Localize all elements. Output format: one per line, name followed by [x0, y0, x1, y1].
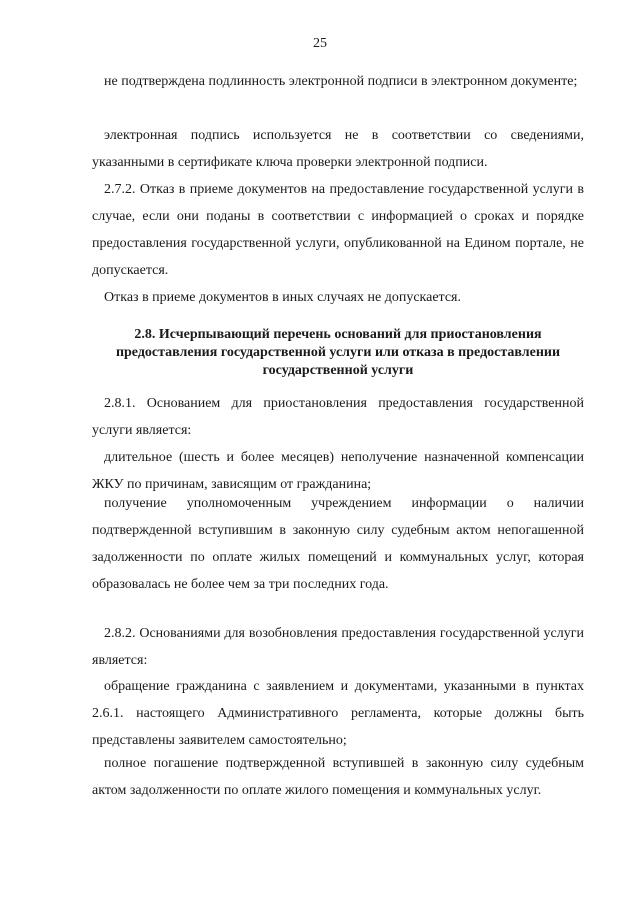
- paragraph-signature-mismatch: электронная подпись используется не в соответствии со сведениями, указанными в сертификате ключа проверки электронной подписи.: [92, 128, 584, 170]
- heading-line-2: предоставления государственной услуги или отказа в предоставлении: [115, 345, 561, 360]
- page-number: 25: [313, 36, 327, 51]
- section-heading-2-8: [92, 326, 584, 380]
- paragraph-citizen-application: обращение гражданина с заявлением и документами, указанными в пунктах 2.6.1. настоящего Административного регламента, которые должны быть представлены заявителем самостоятельно;: [92, 679, 584, 748]
- paragraph-refusal-other-cases: Отказ в приеме документов в иных случаях не допускается.: [104, 290, 461, 305]
- paragraph-2-8-1: 2.8.1. Основанием для приостановления предоставления государственной услуги является:: [92, 396, 584, 438]
- paragraph-2-8-2: 2.8.2. Основаниями для возобновления предоставления государственной услуги является:: [92, 626, 584, 668]
- paragraph-debt-information: получение уполномоченным учреждением информации о наличии подтвержденной вступившим в законную силу судебным актом непогашенной задолженности по оплате жилых помещений и коммунальных услуг, которая образовалась не более чем за три последних года.: [92, 496, 584, 592]
- paragraph-long-nonreceipt: длительное (шесть и более месяцев) неполучение назначенной компенсации ЖКУ по причинам, зависящим от гражданина;: [92, 450, 584, 492]
- heading-line-1: 2.8. Исчерпывающий перечень оснований для приостановления: [134, 327, 542, 342]
- paragraph-full-repayment: полное погашение подтвержденной вступившей в законную силу судебным актом задолженности по оплате жилого помещения и коммунальных услуг.: [92, 756, 584, 798]
- paragraph-signature-not-confirmed: не подтверждена подлинность электронной подписи в электронном документе;: [104, 74, 578, 89]
- paragraph-2-7-2: 2.7.2. Отказ в приеме документов на предоставление государственной услуги в случае, если они поданы в соответствии с информацией о сроках и порядке предоставления государственной услуги, опубликованной на Едином портале, не допускается.: [92, 182, 584, 278]
- heading-line-3: государственной услуги: [262, 363, 414, 378]
